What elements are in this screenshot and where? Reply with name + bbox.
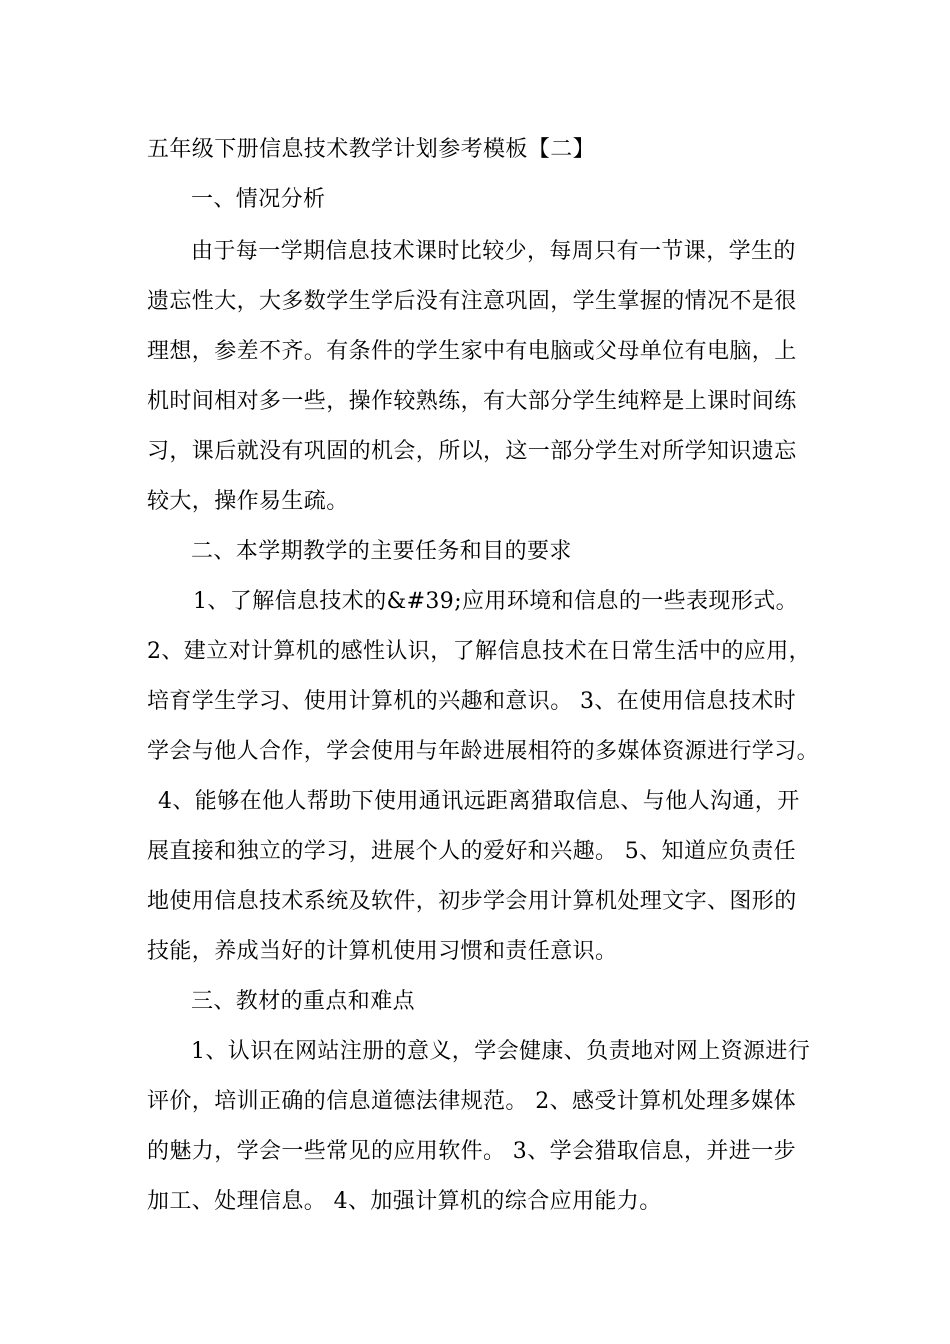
paragraph-line: 由于每一学期信息技术课时比较少，每周只有一节课，学生的	[191, 239, 796, 264]
paragraph-line: 机时间相对多一些，操作较熟练，有大部分学生纯粹是上课时间练	[147, 389, 797, 414]
paragraph-line: 2、建立对计算机的感性认识，了解信息技术在日常生活中的应用，	[147, 639, 811, 664]
paragraph-line: 加工、处理信息。 4、加强计算机的综合应用能力。	[147, 1189, 662, 1214]
paragraph-line: 理想，参差不齐。有条件的学生家中有电脑或父母单位有电脑，上	[147, 339, 797, 364]
paragraph-line: 1、认识在网站注册的意义，学会健康、负责地对网上资源进行	[191, 1039, 811, 1064]
paragraph-line: 技能，养成当好的计算机使用习惯和责任意识。	[147, 939, 618, 964]
paragraph-line: 较大，操作易生疏。	[147, 489, 349, 514]
paragraph-line: 展直接和独立的学习，进展个人的爱好和兴趣。 5、知道应负责任	[147, 839, 796, 864]
paragraph-line: 评价，培训正确的信息道德法律规范。 2、感受计算机处理多媒体	[147, 1089, 796, 1114]
document-title: 五年级下册信息技术教学计划参考模板【二】	[147, 137, 596, 162]
paragraph-line: 培育学生学习、使用计算机的兴趣和意识。 3、在使用信息技术时	[147, 689, 796, 714]
paragraph-line: 的魅力，学会一些常见的应用软件。 3、学会猎取信息，并进一步	[147, 1139, 796, 1164]
section-heading-3: 三、教材的重点和难点	[191, 989, 416, 1014]
paragraph-line: 遗忘性大，大多数学生学后没有注意巩固，学生掌握的情况不是很	[147, 289, 797, 314]
paragraph-line: 1、了解信息技术的&#39;应用环境和信息的一些表现形式。	[193, 589, 799, 614]
paragraph-line: 习，课后就没有巩固的机会，所以，这一部分学生对所学知识遗忘	[147, 439, 797, 464]
paragraph-line: 学会与他人合作，学会使用与年龄进展相符的多媒体资源进行学习。	[147, 739, 820, 764]
paragraph-line: 4、能够在他人帮助下使用通讯远距离猎取信息、与他人沟通，开	[158, 789, 800, 814]
paragraph-line: 地使用信息技术系统及软件，初步学会用计算机处理文字、图形的	[147, 889, 797, 914]
section-heading-2: 二、本学期教学的主要任务和目的要求	[191, 539, 572, 564]
section-heading-1: 一、情况分析	[191, 187, 326, 212]
